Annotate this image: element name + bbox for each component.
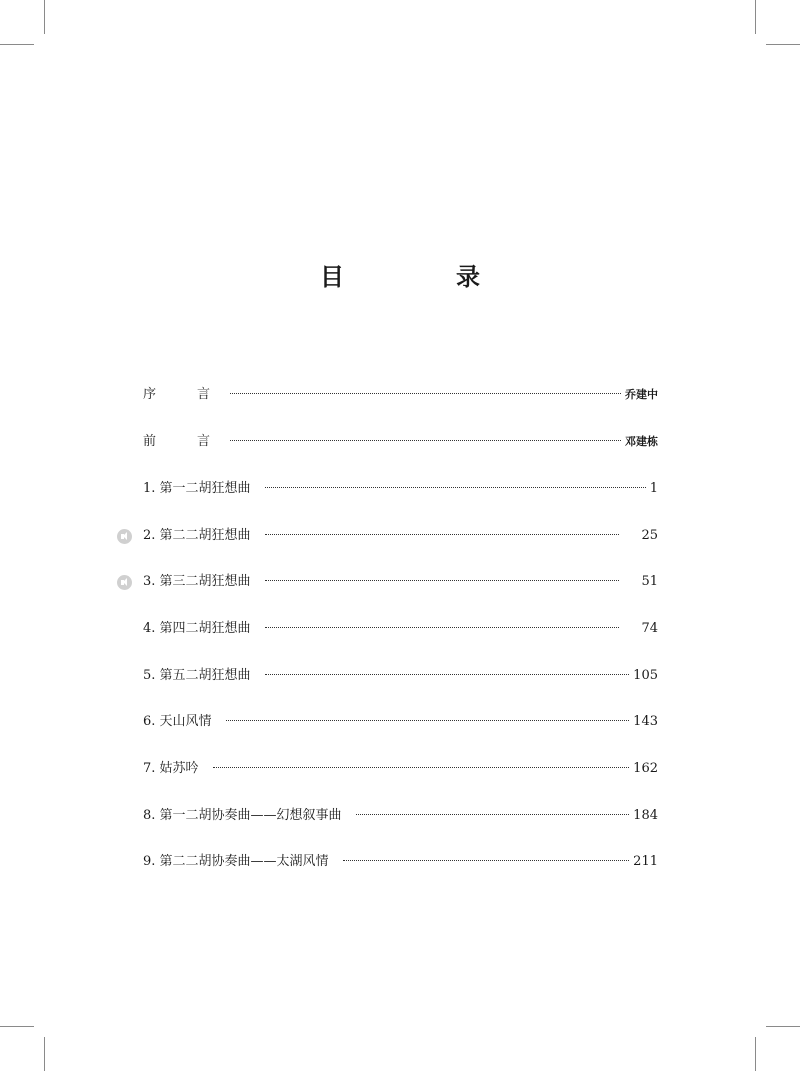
audio-play-icon[interactable] [117,575,132,590]
dot-leader [230,393,621,394]
toc-entry[interactable] [143,523,658,549]
dot-leader [356,814,630,815]
toc-entry-label: 2. 第二二胡狂想曲 [143,528,251,543]
toc-entry-page: 184 [633,808,658,823]
toc-entry-page: 105 [633,668,658,683]
page-title: 目 录 [320,263,524,291]
toc-entry-author: 乔建中 [625,388,658,401]
dot-leader [343,860,630,861]
toc-entry[interactable] [143,709,658,735]
crop-mark [766,44,800,45]
toc-entry-foreword[interactable] [143,429,658,455]
toc-entry[interactable] [143,663,658,689]
toc-entry-page: 51 [641,574,658,589]
toc-entry-label: 8. 第一二胡协奏曲——幻想叙事曲 [143,808,342,823]
toc-entry-label: 序 言 [143,387,225,402]
crop-mark [766,1026,800,1027]
toc-entry-page: 1 [649,481,658,496]
toc-entry-label: 前 言 [143,434,225,449]
toc-entry-label: 4. 第四二胡狂想曲 [143,621,251,636]
toc-entry-page: 162 [633,761,658,776]
toc-entry-author: 邓建栋 [625,435,658,448]
toc-entry-page: 25 [641,528,658,543]
toc-entry-label: 5. 第五二胡狂想曲 [143,668,251,683]
dot-leader [213,767,630,768]
toc-entry[interactable] [143,616,658,642]
audio-play-icon[interactable] [117,529,132,544]
dot-leader [265,627,620,628]
toc-entry[interactable] [143,756,658,782]
crop-mark [755,1037,756,1071]
toc-entry-preface[interactable] [143,382,658,408]
crop-mark [44,1037,45,1071]
toc-entry[interactable] [143,849,658,875]
crop-mark [0,44,34,45]
crop-mark [755,0,756,34]
dot-leader [230,440,621,441]
dot-leader [265,674,630,675]
crop-mark [0,1026,34,1027]
toc-entry-label: 9. 第二二胡协奏曲——太湖风情 [143,854,329,869]
dot-leader [226,720,630,721]
toc-entry-label: 1. 第一二胡狂想曲 [143,481,251,496]
dot-leader [265,580,620,581]
crop-mark [44,0,45,34]
dot-leader [265,487,646,488]
toc-entry[interactable] [143,569,658,595]
dot-leader [265,534,620,535]
toc-entry[interactable] [143,476,658,502]
toc-entry-label: 7. 姑苏吟 [143,761,199,776]
toc-entry-page: 143 [633,714,658,729]
toc-entry-label: 3. 第三二胡狂想曲 [143,574,251,589]
toc-entry-label: 6. 天山风情 [143,714,212,729]
toc-entry-page: 211 [633,854,658,869]
toc-entry-page: 74 [641,621,658,636]
toc-entry[interactable] [143,803,658,829]
